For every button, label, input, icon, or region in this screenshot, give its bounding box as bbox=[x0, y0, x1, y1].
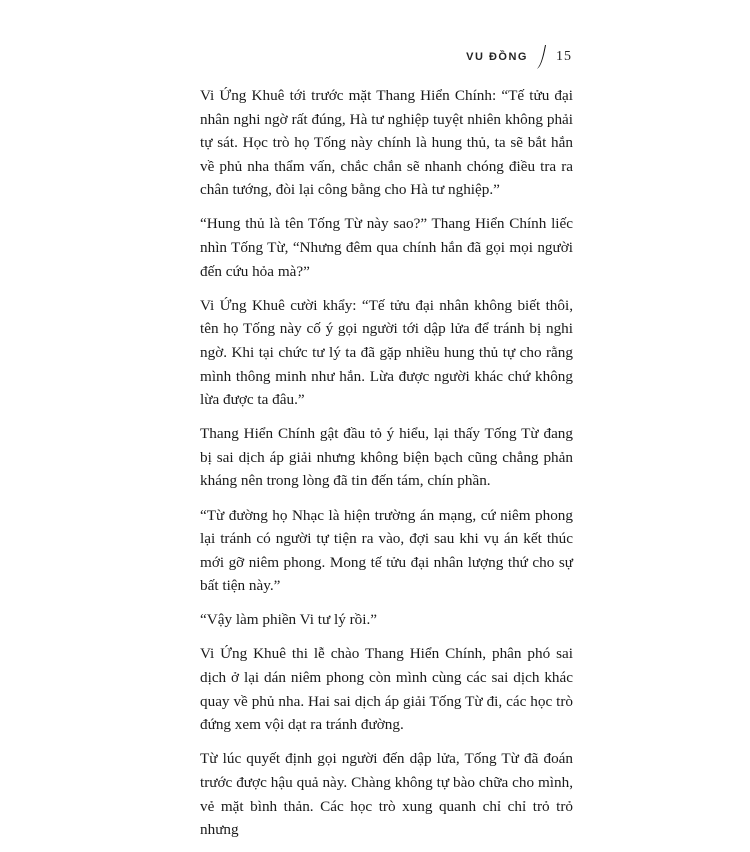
brush-stroke-icon bbox=[536, 44, 548, 70]
paragraph: Vi Ứng Khuê thi lễ chào Thang Hiển Chính, phân phó sai dịch ở lại dán niêm phong còn mình cùng các sai dịch khác quay về phủ nha. Hai sai dịch áp giải Tống Từ đi, các học trò đứng xem vội dạt ra tránh đường. bbox=[200, 645, 573, 734]
paragraph: “Vậy làm phiền Vi tư lý rồi.” bbox=[200, 611, 378, 629]
paragraph: Thang Hiển Chính gật đầu tỏ ý hiểu, lại thấy Tống Từ đang bị sai dịch áp giải nhưng không biện bạch cũng chẳng phản kháng nên trong lòng đã tin đến tám, chín phần. bbox=[200, 425, 573, 490]
running-header bbox=[466, 44, 572, 70]
page-body-text bbox=[200, 84, 573, 852]
paragraph: “Từ đường họ Nhạc là hiện trường án mạng, cứ niêm phong lại tránh có người tự tiện ra vào, đợi sau khi vụ án kết thúc mới gỡ niêm phong. Mong tế tửu đại nhân lượng thứ cho sự bất tiện này.” bbox=[200, 506, 573, 595]
paragraph: “Hung thủ là tên Tống Từ này sao?” Thang Hiển Chính liếc nhìn Tống Từ, “Nhưng đêm qua chính hắn đã gọi mọi người đến cứu hỏa mà?” bbox=[200, 215, 573, 280]
paragraph: Từ lúc quyết định gọi người đến dập lửa, Tống Từ đã đoán trước được hậu quả này. Chàng không tự bào chữa cho mình, vẻ mặt bình thản. Các học trò xung quanh chỉ chỉ trỏ trỏ nhưng bbox=[200, 750, 573, 839]
chapter-title: VU ĐỒNG bbox=[466, 51, 528, 63]
page-number: 15 bbox=[556, 49, 572, 64]
paragraph: Vi Ứng Khuê cười khẩy: “Tế tửu đại nhân không biết thôi, tên họ Tống này cố ý gọi người tới dập lửa để tránh bị nghi ngờ. Khi tại chức tư lý ta đã gặp nhiều hung thủ tự cho rằng mình thông minh như hắn. Lừa được người khác chứ không lừa được ta đâu.” bbox=[200, 296, 573, 409]
paragraph: Vi Ứng Khuê tới trước mặt Thang Hiển Chính: “Tế tửu đại nhân nghi ngờ rất đúng, Hà tư nghiệp tuyệt nhiên không phải tự sát. Học trò họ Tống này chính là hung thủ, ta sẽ bắt hắn về phủ nha thẩm vấn, chắc chắn sẽ nhanh chóng điều tra ra chân tướng, đòi lại công bằng cho Hà tư nghiệp.” bbox=[200, 87, 573, 199]
